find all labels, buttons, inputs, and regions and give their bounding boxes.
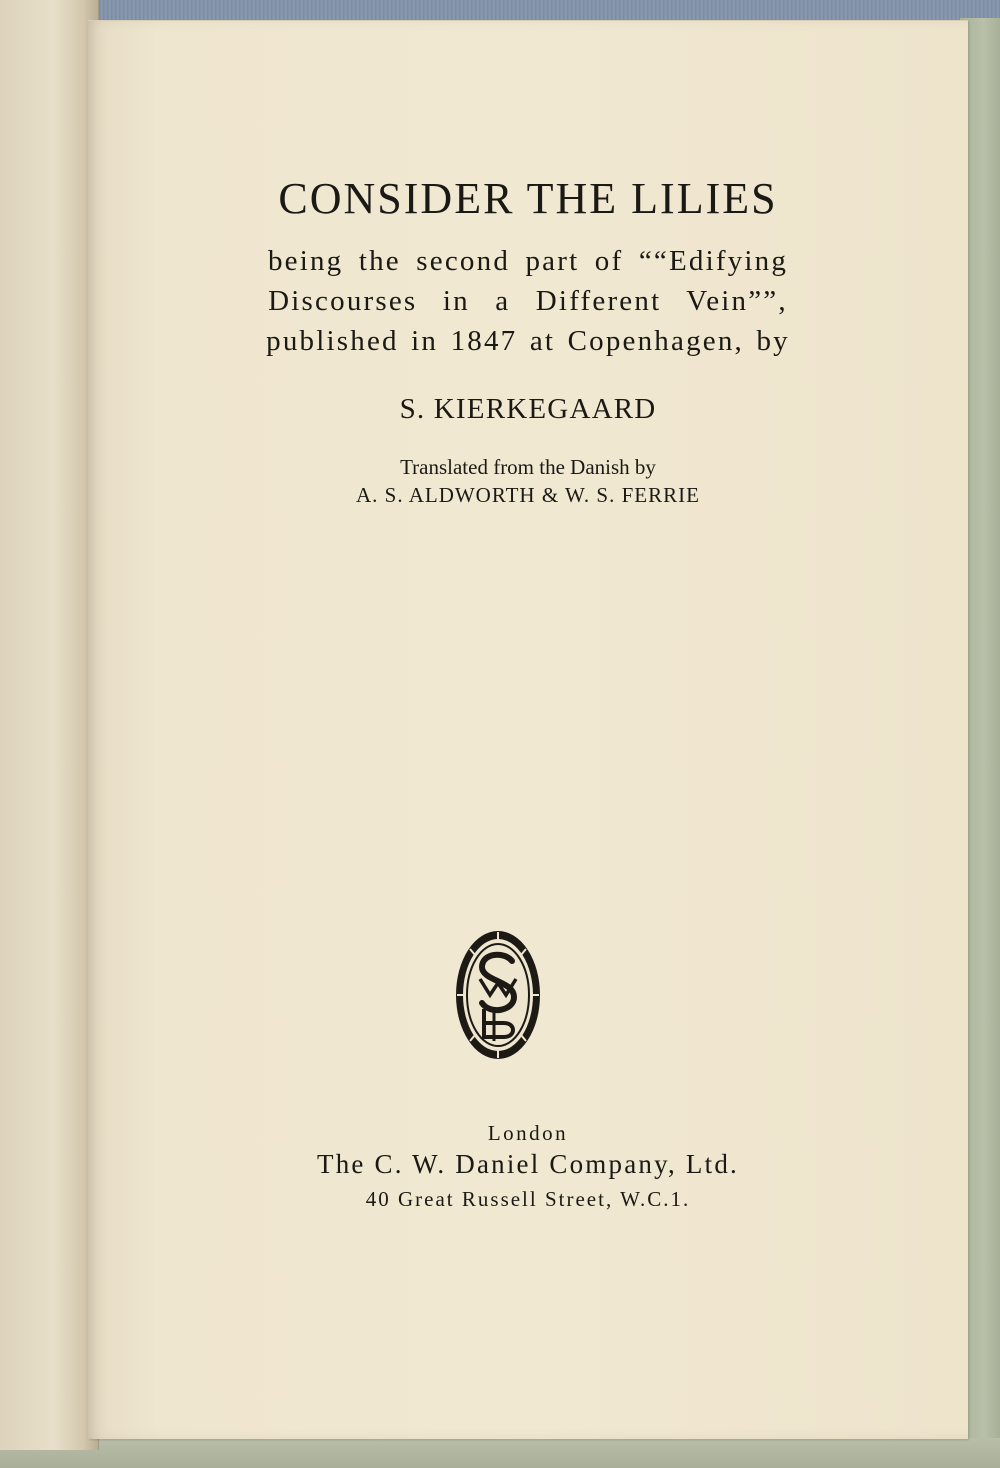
facing-page [0, 0, 99, 1450]
subtitle-line-3: published in 1847 at Copenhagen, by [266, 325, 790, 357]
imprint-publisher: The C. W. Daniel Company, Ltd. [317, 1149, 739, 1179]
cover-board-bottom [0, 1438, 1000, 1468]
translation-note: Translated from the Danish by [400, 455, 656, 479]
imprint-city: London [487, 1121, 569, 1145]
subtitle-line-1: being the second part of ““Edifying [267, 245, 789, 277]
title-page [88, 20, 968, 1439]
imprint-address: 40 Great Russell Street, W.C.1. [365, 1187, 691, 1211]
book-title: CONSIDER THE LILIES [278, 174, 778, 223]
translator-names: A. S. ALDWORTH & W. S. FERRIE [356, 483, 700, 507]
subtitle-line-2: Discourses in a Different Vein””, [268, 285, 788, 317]
publisher-monogram-icon [454, 929, 542, 1061]
author-name: S. KIERKEGAARD [399, 393, 657, 425]
